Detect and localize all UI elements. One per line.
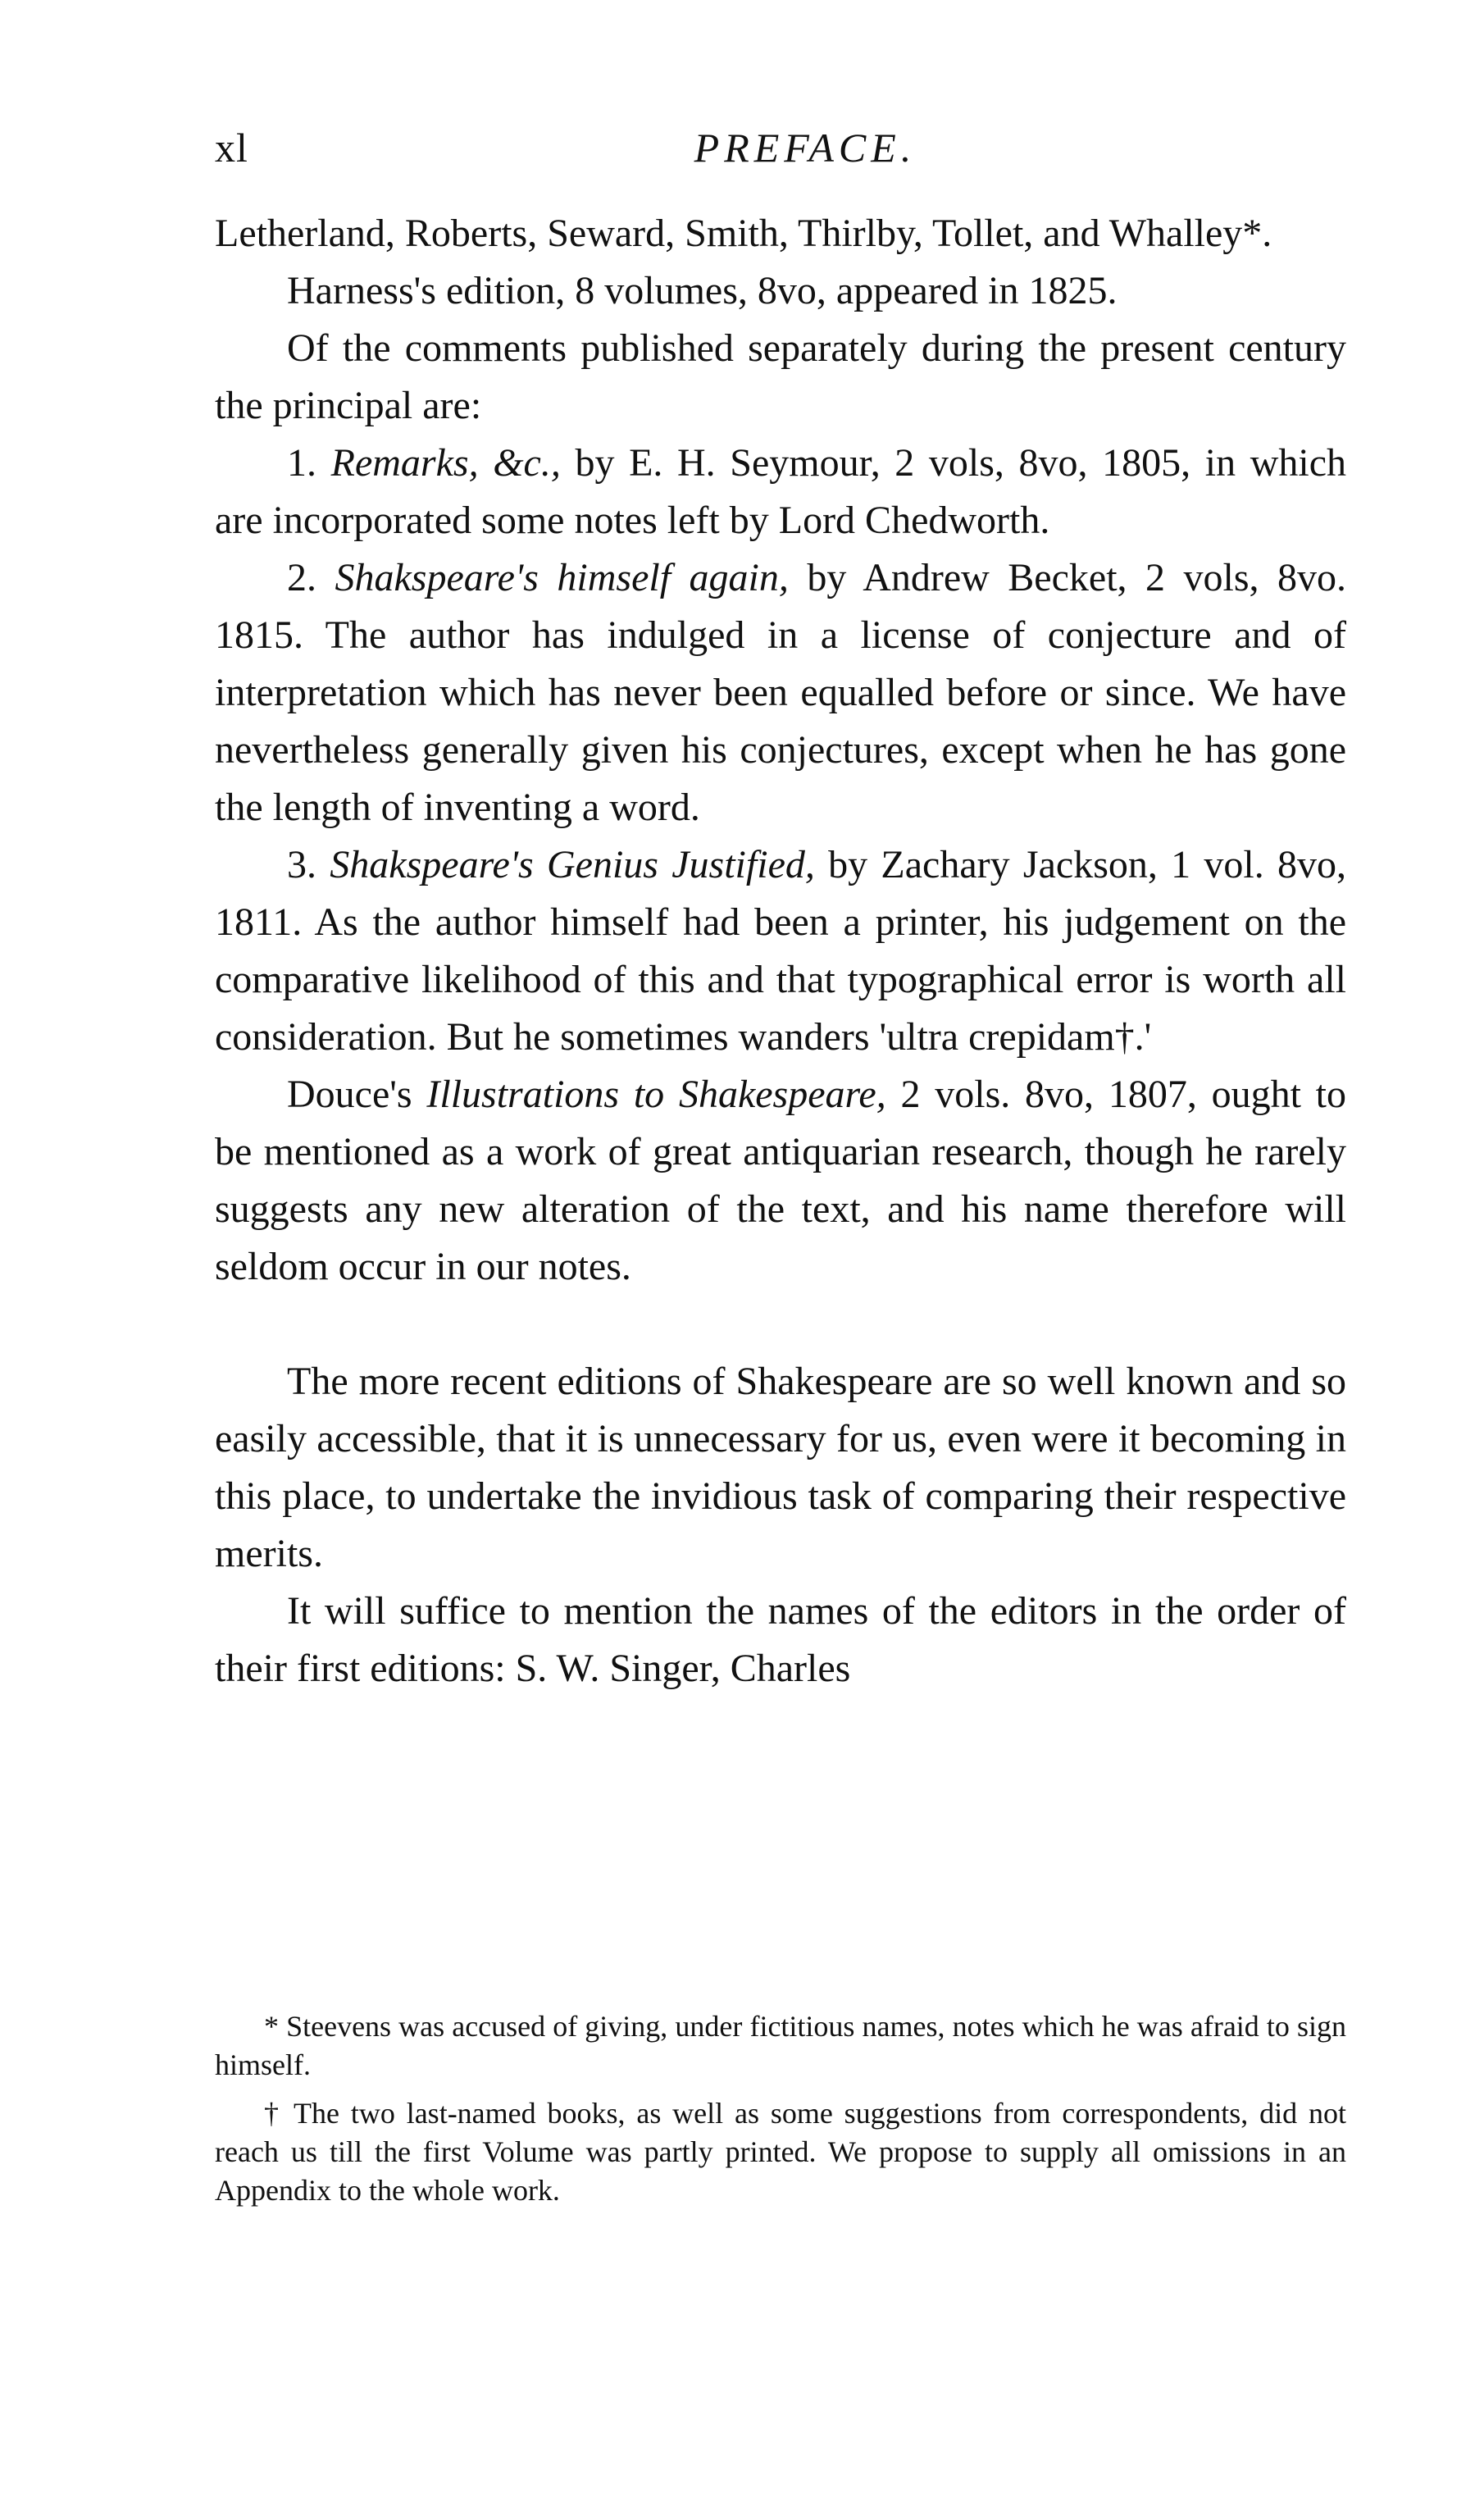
footnotes: [215, 2007, 1346, 2220]
list-item-jackson: [215, 836, 1346, 1066]
footnote-star: * Steevens was accused of giving, under fictitious names, notes which he was afraid to sign himself.: [215, 2010, 1346, 2081]
author-name: Douce's: [287, 1073, 412, 1116]
paragraph-comments-intro: Of the comments published separately during the present century the principal are:: [215, 326, 1346, 427]
book-title: Remarks, &c.,: [330, 441, 561, 485]
page-number: xl: [215, 125, 248, 171]
book-title: Shakspeare's himself again,: [335, 556, 789, 599]
list-item-text: by E. H. Seymour, 2 vols, 8vo, 1805, in which are incorporated some notes left by Lord Chedworth.: [215, 441, 1347, 542]
paragraph-harness: Harness's edition, 8 volumes, 8vo, appeared in 1825.: [287, 269, 1118, 312]
paragraph-text: 2 vols. 8vo, 1807, ought to be mentioned as a work of great antiquarian research, though he rarely suggests any new alteration of the text, and his name therefore will seldom occur in our notes.: [215, 1073, 1347, 1288]
paragraph-continued: Letherland, Roberts, Seward, Smith, Thirlby, Tollet, and Whalley*.: [215, 212, 1272, 255]
list-number: 2.: [287, 556, 316, 599]
list-item-text: by Andrew Becket, 2 vols, 8vo. 1815. The author has indulged in a license of conjecture and of interpretation which has never been equalled before or since. We have nevertheless generally given his conjectures, except when he has gone the length of inventing a word.: [215, 556, 1347, 829]
paragraph-douce: [215, 1066, 1346, 1296]
paragraph-recent-editions: The more recent editions of Shakespeare are so well known and so easily accessible, that it is unnecessary for us, even were it becoming in this place, to undertake the invidious task of comparing their respective merits.: [215, 1360, 1346, 1575]
page-header: [215, 123, 1346, 172]
list-number: 1.: [287, 441, 316, 485]
book-title: Illustrations to Shakespeare,: [426, 1073, 886, 1116]
main-text: [215, 205, 1346, 1697]
list-item-remarks: [215, 435, 1346, 549]
list-item-becket: [215, 549, 1346, 836]
book-title: Shakspeare's Genius Justified,: [330, 843, 815, 886]
running-title: PREFACE.: [694, 125, 917, 171]
list-item-text: by Zachary Jackson, 1 vol. 8vo, 1811. As the author himself had been a printer, his judgement on the comparative likelihood of this and that typographical error is worth all consideration. But he sometimes wanders 'ultra crepidam†.': [215, 843, 1347, 1059]
list-number: 3.: [287, 843, 316, 886]
footnote-dagger: † The two last-named books, as well as some suggestions from correspondents, did not reach us till the first Volume was partly printed. We propose to supply all omissions in an Appendix to the whole work.: [215, 2097, 1346, 2207]
paragraph-editors: It will suffice to mention the names of the editors in the order of their first editions: S. W. Singer, Charles: [215, 1589, 1346, 1690]
